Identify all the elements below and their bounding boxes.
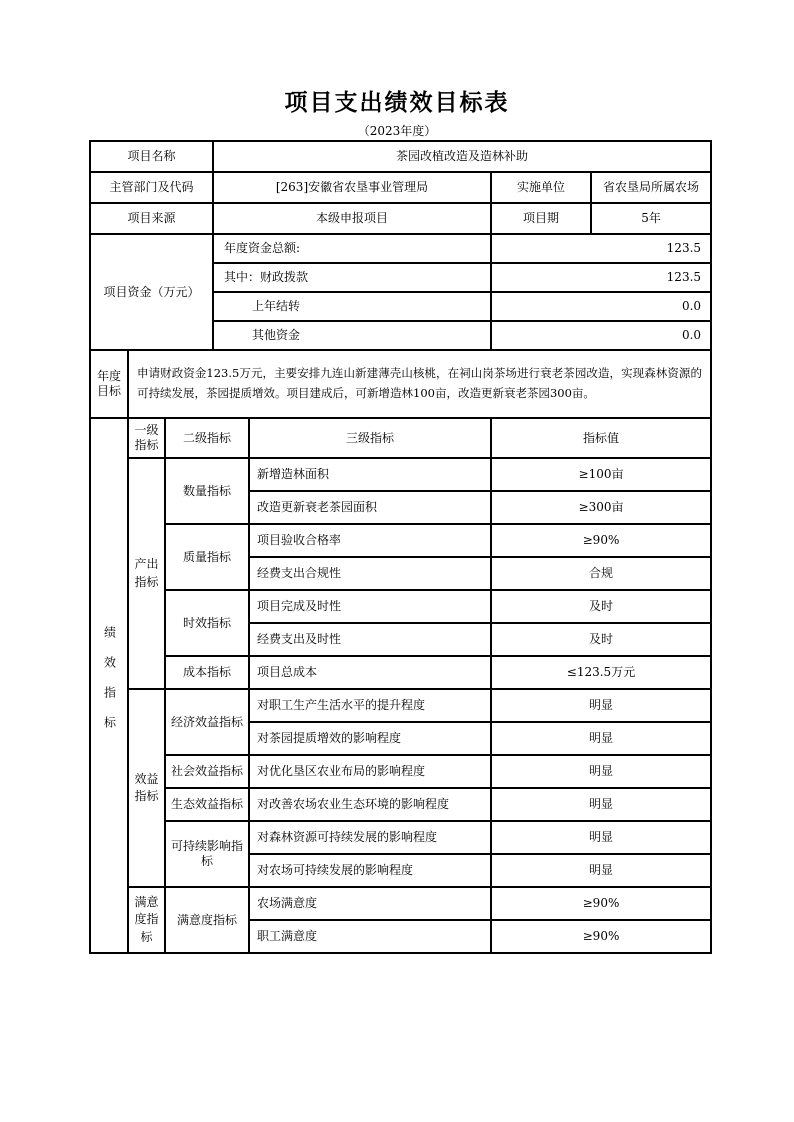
- indicator-name: 项目完成及时性: [249, 590, 491, 623]
- indicator-row: [90, 788, 711, 821]
- dept-row: [90, 172, 711, 203]
- funding-total-label: 年度资金总额:: [213, 234, 491, 263]
- indicator-value: 明显: [491, 821, 711, 854]
- funding-section-label: 项目资金（万元）: [90, 234, 213, 350]
- funding-other-label: 其他资金: [213, 321, 491, 350]
- dept-value: [263]安徽省农垦事业管理局: [213, 172, 491, 203]
- indicator-value: 明显: [491, 788, 711, 821]
- indicator-value: 及时: [491, 623, 711, 656]
- subgroup-ecological: 生态效益指标: [165, 788, 249, 821]
- indicator-name: 对森林资源可持续发展的影响程度: [249, 821, 491, 854]
- source-row: [90, 203, 711, 234]
- project-name-value: 茶园改植改造及造林补助: [213, 141, 711, 172]
- form-tables: [89, 140, 710, 954]
- indicator-row: [90, 887, 711, 920]
- subgroup-satisfaction: 满意度指标: [165, 887, 249, 953]
- subgroup-timeliness: 时效指标: [165, 590, 249, 656]
- page-subtitle: （2023年度）: [357, 124, 437, 138]
- indicator-row: [90, 755, 711, 788]
- indicator-row: [90, 656, 711, 689]
- subgroup-quantity: 数量指标: [165, 458, 249, 524]
- indicator-value: ≥100亩: [491, 458, 711, 491]
- page-title: 项目支出绩效目标表: [284, 90, 510, 116]
- indicator-value: 及时: [491, 590, 711, 623]
- indicator-name: 对改善农场农业生态环境的影响程度: [249, 788, 491, 821]
- funding-fiscal-value: 123.5: [491, 263, 711, 292]
- source-label: 项目来源: [90, 203, 213, 234]
- annual-goal-row: [90, 350, 711, 418]
- indicator-value: 明显: [491, 689, 711, 722]
- indicator-name: 经费支出合规性: [249, 557, 491, 590]
- header-l1: 一级指标: [128, 418, 165, 458]
- indicator-name: 对农场可持续发展的影响程度: [249, 854, 491, 887]
- indicator-value: ≤123.5万元: [491, 656, 711, 689]
- subgroup-sustainable: 可持续影响指标: [165, 821, 249, 887]
- header-l2: 二级指标: [165, 418, 249, 458]
- indicator-name: 对优化垦区农业布局的影响程度: [249, 755, 491, 788]
- funding-carryover-value: 0.0: [491, 292, 711, 321]
- indicator-name: 对茶园提质增效的影响程度: [249, 722, 491, 755]
- group-benefit: 效益指标: [128, 689, 165, 887]
- project-name-row: [90, 141, 711, 172]
- source-value: 本级申报项目: [213, 203, 491, 234]
- period-label: 项目期: [491, 203, 591, 234]
- project-info-table: [89, 140, 712, 351]
- indicator-value: ≥90%: [491, 920, 711, 953]
- funding-other-value: 0.0: [491, 321, 711, 350]
- period-value: 5年: [591, 203, 711, 234]
- subgroup-social: 社会效益指标: [165, 755, 249, 788]
- indicator-value: ≥90%: [491, 524, 711, 557]
- indicator-value: 明显: [491, 755, 711, 788]
- indicator-row: [90, 524, 711, 557]
- indicator-name: 农场满意度: [249, 887, 491, 920]
- annual-goal-table: [89, 349, 712, 419]
- funding-carryover-label: 上年结转: [213, 292, 491, 321]
- indicators-section-cell: [90, 418, 128, 953]
- indicators-table: [89, 417, 712, 954]
- indicator-row: [90, 458, 711, 491]
- dept-label: 主管部门及代码: [90, 172, 213, 203]
- project-name-label: 项目名称: [90, 141, 213, 172]
- funding-fiscal-label: 其中：财政拨款: [213, 263, 491, 292]
- subgroup-cost: 成本指标: [165, 656, 249, 689]
- indicator-row: [90, 590, 711, 623]
- indicator-value: 合规: [491, 557, 711, 590]
- indicator-value: 明显: [491, 722, 711, 755]
- impl-unit-value: 省农垦局所属农场: [591, 172, 711, 203]
- impl-unit-label: 实施单位: [491, 172, 591, 203]
- header-l3: 三级指标: [249, 418, 491, 458]
- indicator-row: [90, 821, 711, 854]
- funding-total-value: 123.5: [491, 234, 711, 263]
- indicator-name: 项目总成本: [249, 656, 491, 689]
- group-satisfaction: 满意度指标: [128, 887, 165, 953]
- indicator-value: ≥90%: [491, 887, 711, 920]
- indicator-name: 新增造林面积: [249, 458, 491, 491]
- indicators-section-label: 绩效指标: [102, 625, 117, 746]
- annual-goal-label: 年度目标: [90, 350, 128, 418]
- indicator-name: 改造更新衰老茶园面积: [249, 491, 491, 524]
- indicator-name: 项目验收合格率: [249, 524, 491, 557]
- subgroup-economic: 经济效益指标: [165, 689, 249, 755]
- indicator-name: 职工满意度: [249, 920, 491, 953]
- group-output: 产出指标: [128, 458, 165, 689]
- annual-goal-text: 申请财政资金123.5万元，主要安排九连山新建薄壳山核桃，在祠山岗茶场进行衰老茶园改造，实现森林资源的可持续发展，茶园提质增效。项目建成后，可新增造林100亩，改造更新衰老茶园300亩。: [128, 350, 711, 418]
- indicators-header-row: [90, 418, 711, 458]
- header-value: 指标值: [491, 418, 711, 458]
- indicator-value: ≥300亩: [491, 491, 711, 524]
- subgroup-quality: 质量指标: [165, 524, 249, 590]
- funding-row-total: [90, 234, 711, 263]
- indicator-row: [90, 689, 711, 722]
- indicator-name: 经费支出及时性: [249, 623, 491, 656]
- indicator-value: 明显: [491, 854, 711, 887]
- indicator-name: 对职工生产生活水平的提升程度: [249, 689, 491, 722]
